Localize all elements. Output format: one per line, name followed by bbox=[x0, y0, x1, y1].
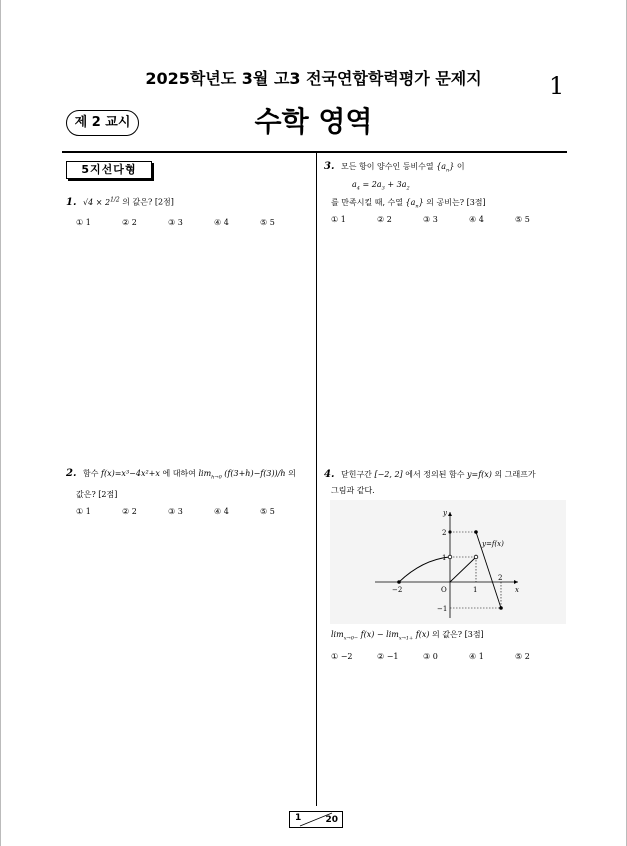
question-4-line2: 그림과 같다. bbox=[331, 486, 375, 495]
choice-2[interactable]: ② 2 bbox=[122, 507, 137, 516]
point bbox=[397, 580, 401, 584]
tick-label: 2 bbox=[442, 529, 447, 537]
point bbox=[474, 530, 478, 534]
function-label: y=f(x) bbox=[482, 540, 504, 548]
equation: $a_4 = 2a_3 + 3a_2$ bbox=[352, 180, 410, 192]
open-point bbox=[448, 555, 452, 559]
question-4-answer: $\lim_{x\to 0-} f(x) - \lim_{x\to 1+} f(x)$ 의 값은? [3점] bbox=[331, 630, 484, 642]
question-2: 2. 함수 f(x)=x³−4x²+x 에 대하여 $\lim_{h\to 0} (f(3+h)-f(3))/h$ 의 bbox=[66, 468, 296, 481]
subject-title: 수학 영역 bbox=[254, 105, 373, 138]
question-3: 3. 모든 항이 양수인 등비수열 $\{a_n\}$ 이 bbox=[324, 161, 465, 174]
choice-4[interactable]: ④ 1 bbox=[469, 652, 484, 661]
choice-4[interactable]: ④ 4 bbox=[214, 218, 229, 227]
choice-4[interactable]: ④ 4 bbox=[214, 507, 229, 516]
question-number: 2. bbox=[66, 468, 77, 479]
choice-2[interactable]: ② 2 bbox=[377, 215, 392, 224]
limit-expression: $\lim_{h\to 0} (f(3+h)-f(3))/h$ bbox=[198, 469, 286, 481]
choice-1[interactable]: ① 1 bbox=[76, 507, 91, 516]
choice-3[interactable]: ③ 3 bbox=[168, 218, 183, 227]
session-badge: 제 2 교시 bbox=[66, 110, 139, 136]
total-pages: 20 bbox=[325, 815, 338, 825]
segment-middle bbox=[450, 558, 475, 582]
choices-3 bbox=[331, 215, 561, 224]
function-graph bbox=[330, 500, 566, 624]
choices-2 bbox=[76, 507, 306, 516]
tick-label: 1 bbox=[442, 554, 447, 562]
choice-2[interactable]: ② 2 bbox=[122, 218, 137, 227]
choices-1 bbox=[76, 218, 306, 227]
tick-label: 1 bbox=[473, 586, 478, 594]
current-page: 1 bbox=[295, 813, 302, 823]
choice-5[interactable]: ⑤ 5 bbox=[260, 507, 275, 516]
y-arrow-icon bbox=[448, 512, 452, 516]
math-expression: f(x)=x³−4x²+x bbox=[101, 469, 160, 478]
tick-label: 2 bbox=[498, 574, 503, 582]
point bbox=[499, 606, 503, 610]
exam-title: 2025학년도 3월 고3 전국연합학력평가 문제지 bbox=[145, 69, 482, 88]
question-1: 1. $√4 \times 2^{1/2}$ 의 값은? [2점] bbox=[66, 196, 174, 208]
open-point bbox=[474, 555, 478, 559]
question-2-line2: 값은? [2점] bbox=[76, 490, 118, 499]
math-expression: $√4 \times 2^{1/2}$ bbox=[83, 196, 120, 207]
page-number: 1 bbox=[549, 72, 565, 100]
choice-3[interactable]: ③ 0 bbox=[423, 652, 438, 661]
section-label: 5지선다형 bbox=[66, 161, 152, 179]
question-4: 4. 닫힌구간 [−2, 2] 에서 정의된 함수 y=f(x) 의 그래프가 bbox=[324, 469, 536, 480]
choice-3[interactable]: ③ 3 bbox=[168, 507, 183, 516]
choice-5[interactable]: ⑤ 5 bbox=[515, 215, 530, 224]
x-axis-label: x bbox=[515, 586, 519, 594]
choice-4[interactable]: ④ 4 bbox=[469, 215, 484, 224]
y-axis-label: y bbox=[443, 509, 447, 517]
column-divider bbox=[316, 153, 317, 806]
origin-label: O bbox=[441, 586, 447, 594]
choices-4 bbox=[331, 652, 561, 661]
limit-expression: $\lim_{x\to 0-} f(x) - \lim_{x\to 1+} f(x)$ bbox=[331, 630, 430, 642]
point bbox=[448, 530, 451, 533]
choice-1[interactable]: ① −2 bbox=[331, 652, 353, 661]
graph-svg bbox=[330, 500, 566, 624]
choice-5[interactable]: ⑤ 5 bbox=[260, 218, 275, 227]
choice-1[interactable]: ① 1 bbox=[76, 218, 91, 227]
choice-1[interactable]: ① 1 bbox=[331, 215, 346, 224]
choice-2[interactable]: ② −1 bbox=[377, 652, 399, 661]
x-arrow-icon bbox=[514, 580, 518, 584]
question-3-line3: 를 만족시킬 때, 수열 $\{a_n\}$ 의 공비는? [3점] bbox=[331, 198, 486, 210]
question-number: 4. bbox=[324, 469, 335, 480]
header-rule bbox=[62, 151, 567, 153]
tick-label: −1 bbox=[437, 605, 448, 613]
tick-label: −2 bbox=[392, 586, 403, 594]
choice-5[interactable]: ⑤ 2 bbox=[515, 652, 530, 661]
page-indicator bbox=[289, 811, 343, 828]
question-number: 3. bbox=[324, 161, 335, 172]
question-number: 1. bbox=[66, 196, 77, 208]
choice-3[interactable]: ③ 3 bbox=[423, 215, 438, 224]
